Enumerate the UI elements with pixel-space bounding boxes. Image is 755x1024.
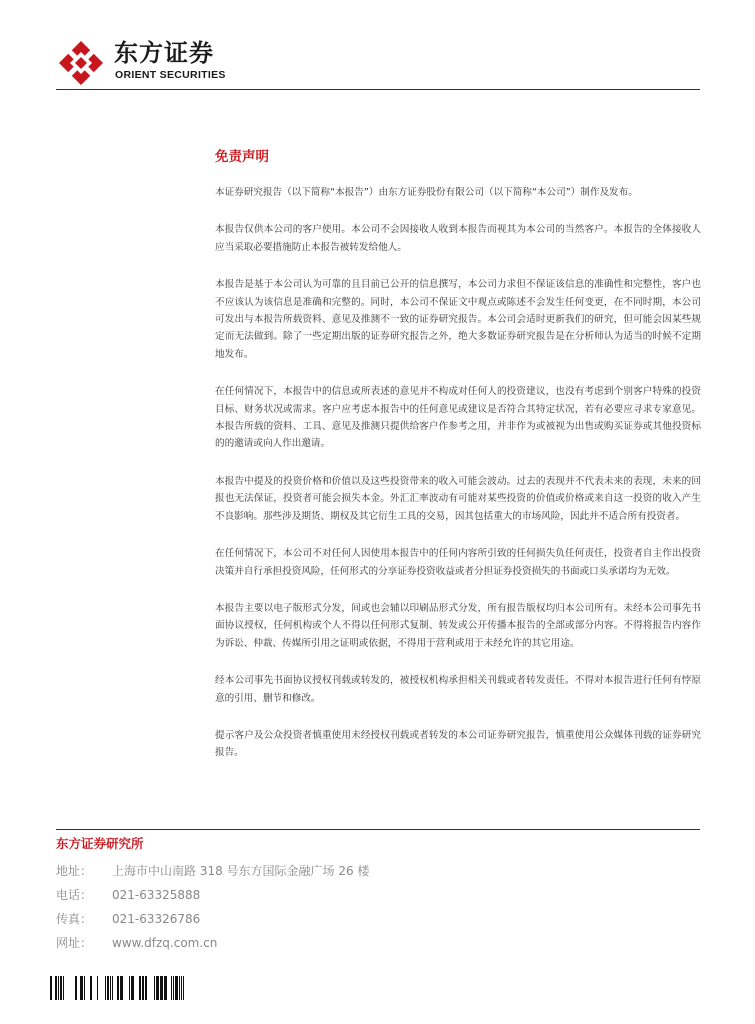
website-label: 网址： xyxy=(56,936,93,950)
logo-chinese-name: 东方证券 xyxy=(114,39,214,67)
footer-institute-name: 东方证券研究所 xyxy=(56,836,144,851)
phone-label: 电话： xyxy=(56,888,93,902)
orient-securities-logo-icon xyxy=(58,40,104,86)
fax-label: 传真： xyxy=(56,912,93,926)
disclaimer-paragraph: 本报告主要以电子版形式分发，间或也会辅以印刷品形式分发，所有报告版权均归本公司所有。未经本公司事先书面协议授权，任何机构或个人不得以任何形式复制、转发或公开传播本报告的全部或部分内容。不得将报告内容作为诉讼、仲裁、传媒所引用之证明或依据，不得用于营利或用于未经允许的其它用途。 xyxy=(215,602,701,649)
address-value: 上海市中山南路 318 号东方国际金融广场 26 楼 xyxy=(112,864,370,878)
disclaimer-paragraph: 在任何情况下，本公司不对任何人因使用本报告中的任何内容所引致的任何损失负任何责任，投资者自主作出投资决策并自行承担投资风险，任何形式的分享证券投资收益或者分担证券投资损失的书面或口头承诺均为无效。 xyxy=(215,548,701,577)
footer-divider xyxy=(56,829,700,830)
website-value[interactable]: www.dfzq.com.cn xyxy=(112,936,218,950)
header-divider xyxy=(56,89,700,90)
fax-value: 021-63326786 xyxy=(112,912,201,926)
logo-english-name: ORIENT SECURITIES xyxy=(115,69,226,81)
disclaimer-paragraph: 经本公司事先书面协议授权刊载或转发的，被授权机构承担相关刊载或者转发责任。不得对本报告进行任何有悖原意的引用、删节和修改。 xyxy=(215,675,701,704)
disclaimer-paragraph: 本报告是基于本公司认为可靠的且目前已公开的信息撰写，本公司力求但不保证该信息的准确性和完整性，客户也不应该认为该信息是准确和完整的。同时，本公司不保证文中观点或陈述不会发生任何变更，在不同时期，本公司可发出与本报告所载资料、意见及推测不一致的证券研究报告。本公司会适时更新我们的研究，但可能会因某些规定而无法做到。除了一些定期出版的证券研究报告之外，绝大多数证券研究报告是在分析师认为适当的时候不定期地发布。 xyxy=(215,279,701,360)
page-header xyxy=(0,0,755,92)
barcode-icon xyxy=(50,976,184,1000)
disclaimer-paragraph: 本证券研究报告（以下简称“本报告”）由东方证券股份有限公司（以下简称“本公司”）制作及发布。 xyxy=(215,187,638,198)
disclaimer-paragraph: 本报告仅供本公司的客户使用。本公司不会因接收人收到本报告而视其为本公司的当然客户。本报告的全体接收人应当采取必要措施防止本报告被转发给他人。 xyxy=(215,224,701,253)
phone-value: 021-63325888 xyxy=(112,888,201,902)
address-label: 地址： xyxy=(56,864,93,878)
disclaimer-section xyxy=(215,148,701,782)
disclaimer-paragraph: 提示客户及公众投资者慎重使用未经授权刊载或者转发的本公司证券研究报告，慎重使用公众媒体刊载的证券研究报告。 xyxy=(215,729,701,759)
disclaimer-paragraph: 本报告中提及的投资价格和价值以及这些投资带来的收入可能会波动。过去的表现并不代表未来的表现，未来的回报也无法保证，投资者可能会损失本金。外汇汇率波动有可能对某些投资的价值或价格或来自这一投资的收入产生不良影响。那些涉及期货、期权及其它衍生工具的交易，因其包括重大的市场风险，因此并不适合所有投资者。 xyxy=(215,475,701,522)
disclaimer-title: 免责声明 xyxy=(215,149,269,165)
disclaimer-paragraph: 在任何情况下，本报告中的信息或所表述的意见并不构成对任何人的投资建议，也没有考虑到个别客户特殊的投资目标、财务状况或需求。客户应考虑本报告中的任何意见或建议是否符合其特定状况，若有必要应寻求专家意见。本报告所载的资料、工具、意见及推测只提供给客户作参考之用，并非作为或被视为出售或购买证券或其他投资标的的邀请或向人作出邀请。 xyxy=(215,386,701,450)
